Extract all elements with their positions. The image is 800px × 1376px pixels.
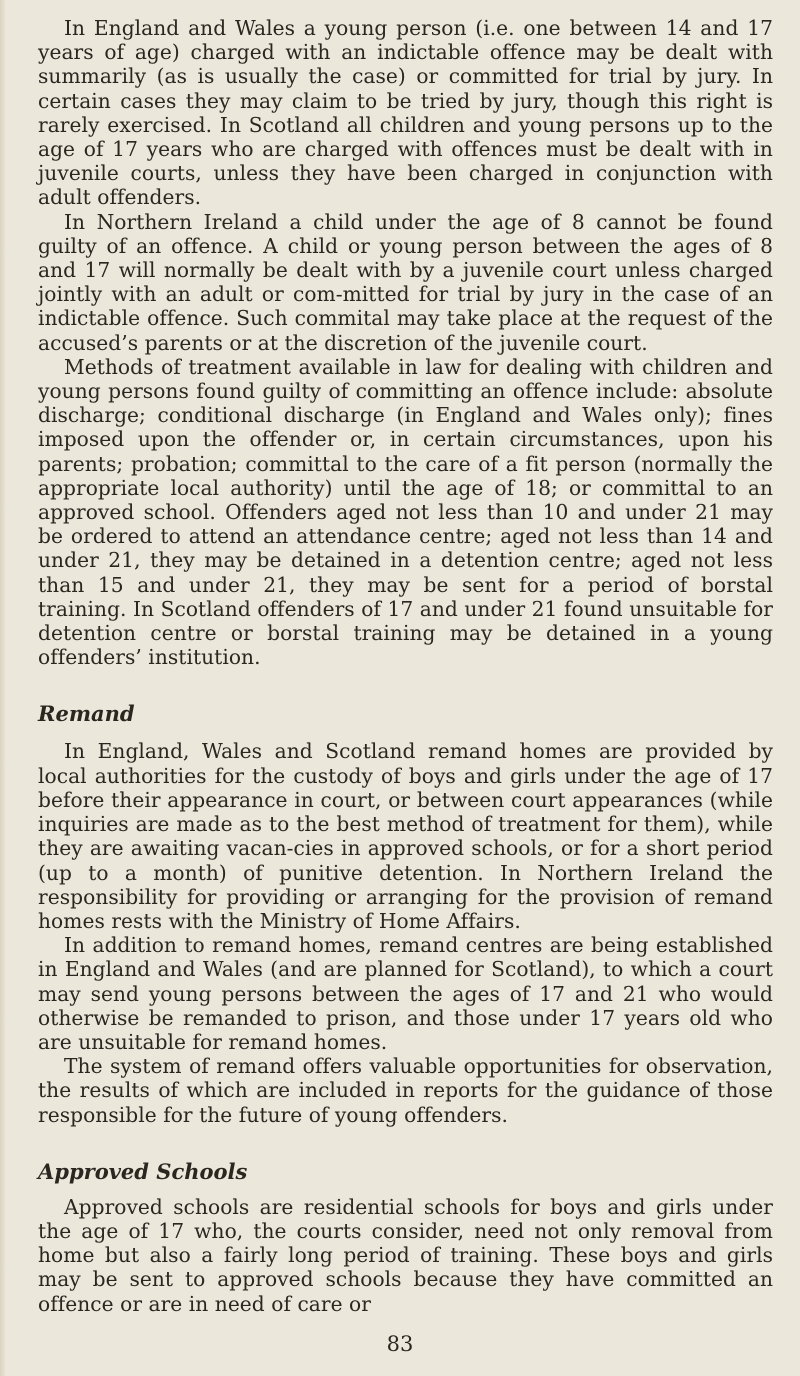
remand-paragraph-1: In England, Wales and Scotland remand homes are provided by local authorities for the custody of boys and girls under the age of 17 before their appearance in court, or between court appearances (while inquiries are made as to the best method of treatment for them), while they are awaiting vacan-cies in approved schools, or for a short period (up to a month) of punitive detention. In Northern Ireland the responsibility for providing or arranging for the provision of remand homes rests with the Ministry of Home Affairs. [38,739,773,933]
approved-schools-paragraph-1: Approved schools are residential schools for boys and girls under the age of 17 who, the courts consider, need not only removal from home but also a fairly long period of training. These boys and girls may be sent to approved schools because they have committed an offence or are in need of care or [38,1194,773,1316]
remand-paragraph-3: The system of remand offers valuable opportunities for observation, the results of which are included in reports for the guidance of those responsible for the future of young offenders. [38,1054,773,1127]
remand-paragraph-2: In addition to remand homes, remand centres are being established in England and Wales (and are planned for Scotland), to which a court may send young persons between the ages of 17 and 21 who would otherwise be remanded to prison, and those under 17 years old who are unsuitable for remand homes. [38,933,773,1054]
page-edge-shadow [0,0,6,1376]
intro-paragraph-3: Methods of treatment available in law for dealing with children and young persons found guilty of committing an offence include: absolute discharge; conditional discharge (in England and Wales only); fines imposed upon the offender or, in certain circumstances, upon his parents; probation; committal to the care of a fit person (normally the appropriate local authority) until the age of 18; or committal to an approved school. Offenders aged not less than 10 and under 21 may be ordered to attend an attendance centre; aged not less than 14 and under 21, they may be detained in a detention centre; aged not less than 15 and under 21, they may be sent for a period of borstal training. In Scotland offenders of 17 and under 21 found unsuitable for detention centre or borstal training may be detained in a young offenders’ institution. [38,354,773,670]
remand-heading: Remand [38,701,135,727]
intro-paragraph-2: In Northern Ireland a child under the age of 8 cannot be found guilty of an offence. A child or young person between the ages of 8 and 17 will normally be dealt with by a juvenile court unless charged jointly with an adult or com-mitted for trial by jury in the case of an indictable offence. Such commital may take place at the request of the accused’s parents or at the discretion of the juvenile court. [38,209,773,355]
document-page [38,16,773,1316]
approved-schools-heading: Approved Schools [38,1158,248,1184]
page-number: 83 [386,1332,414,1356]
intro-paragraph-1: In England and Wales a young person (i.e. one between 14 and 17 years of age) charged with an indictable offence may be dealt with summarily (as is usually the case) or committed for trial by jury. In certain cases they may claim to be tried by jury, though this right is rarely exercised. In Scotland all children and young persons up to the age of 17 years who are charged with offences must be dealt with in juvenile courts, unless they have been charged in conjunction with adult offenders. [38,16,773,210]
